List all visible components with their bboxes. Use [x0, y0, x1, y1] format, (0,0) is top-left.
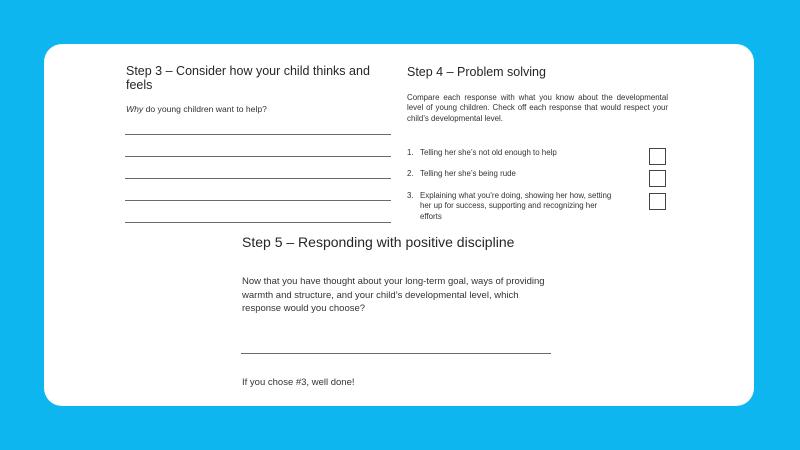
- step3-question-text: do young children want to help?: [143, 104, 267, 114]
- option-text: Explaining what you’re doing, showing her how, setting her up for success, supporting and recognizing her efforts: [420, 191, 612, 221]
- step5-footer: If you chose #3, well done!: [242, 377, 355, 388]
- step3-answer-line-3[interactable]: [125, 178, 391, 179]
- step4-option-1-checkbox[interactable]: [649, 148, 666, 165]
- option-text: Telling her she’s not old enough to help: [420, 148, 557, 157]
- step3-question: [126, 104, 267, 114]
- option-number: 3.: [407, 191, 414, 200]
- option-number: 2.: [407, 169, 414, 178]
- option-number: 1.: [407, 148, 414, 157]
- step3-heading: Step 3 – Consider how your child thinks and feels: [126, 64, 370, 92]
- step4-heading: Step 4 – Problem solving: [407, 65, 546, 79]
- worksheet-card: [44, 44, 754, 406]
- step4-option-2-checkbox[interactable]: [649, 170, 666, 187]
- step5-answer-line[interactable]: [241, 353, 551, 354]
- step3-answer-line-4[interactable]: [125, 200, 391, 201]
- step5-heading: Step 5 – Responding with positive discipline: [242, 234, 515, 250]
- step3-answer-line-2[interactable]: [125, 156, 391, 157]
- step3-answer-line-5[interactable]: [125, 222, 391, 223]
- step3-question-emphasis: Why: [126, 104, 144, 114]
- step5-body: Now that you have thought about your long-term goal, ways of providing warmth and structure, and your child’s developmental level, which response would you choose?: [242, 276, 545, 314]
- option-text: Telling her she’s being rude: [420, 169, 516, 178]
- step4-option-3-checkbox[interactable]: [649, 193, 666, 210]
- step3-answer-line-1[interactable]: [125, 134, 391, 135]
- step4-intro: Compare each response with what you know about the developmental level of young children. Check off each response that would respect your child’s developmental level.: [407, 93, 668, 123]
